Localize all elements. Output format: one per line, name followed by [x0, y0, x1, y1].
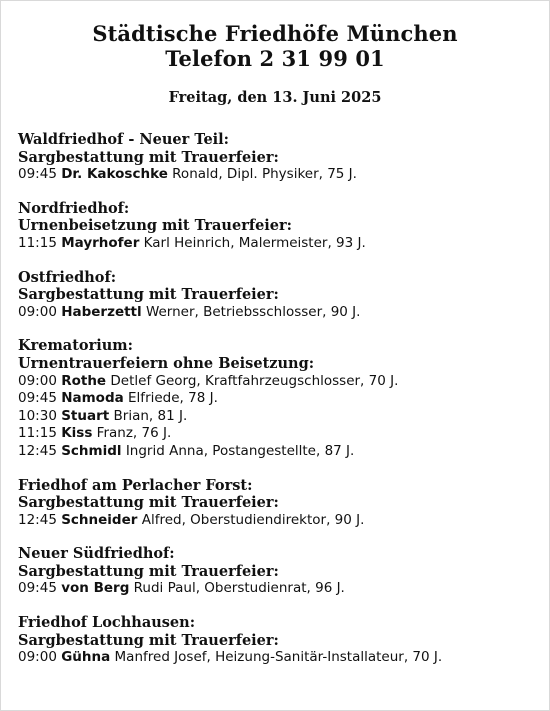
deceased-details: Franz, 76 J.	[96, 425, 172, 442]
cemetery-section	[18, 545, 539, 598]
ceremony-type: Sargbestattung mit Trauerfeier:	[18, 631, 279, 649]
entry-time: 09:00	[18, 303, 57, 320]
cemetery-name: Waldfriedhof - Neuer Teil:	[18, 131, 230, 148]
funeral-entry	[18, 408, 539, 426]
cemetery-section	[18, 614, 539, 667]
entry-time: 09:00	[18, 649, 57, 666]
deceased-surname: Schneider	[61, 511, 138, 528]
funeral-entry	[18, 425, 539, 443]
ceremony-type: Urnenbeisetzung mit Trauerfeier:	[18, 217, 293, 235]
cemetery-section	[18, 337, 539, 460]
notice-header	[1, 21, 549, 107]
entry-time: 12:45	[18, 511, 57, 528]
deceased-details: Alfred, Oberstudiendirektor, 90 J.	[141, 511, 365, 528]
funeral-entry	[18, 304, 539, 322]
deceased-details: Ronald, Dipl. Physiker, 75 J.	[172, 166, 357, 183]
ceremony-type: Sargbestattung mit Trauerfeier:	[18, 286, 279, 304]
notice-title: Städtische Friedhöfe München	[92, 21, 458, 46]
notice-date: Freitag, den 13. Juni 2025	[168, 89, 382, 106]
cemetery-name: Neuer Südfriedhof:	[18, 545, 175, 563]
deceased-details: Detlef Georg, Kraftfahrzeugschlosser, 70 J.	[110, 372, 399, 389]
entry-time: 09:45	[18, 166, 57, 183]
cemetery-section	[18, 131, 539, 184]
entry-time: 09:45	[18, 580, 57, 597]
cemetery-name: Friedhof Lochhausen:	[18, 614, 196, 632]
deceased-surname: Haberzettl	[61, 303, 142, 320]
deceased-details: Brian, 81 J.	[113, 407, 188, 424]
cemetery-name: Krematorium:	[18, 337, 133, 355]
funeral-entry	[18, 390, 539, 408]
deceased-details: Rudi Paul, Oberstudienrat, 96 J.	[133, 580, 345, 597]
funeral-entry	[18, 373, 539, 391]
funeral-entry	[18, 443, 539, 461]
entry-time: 12:45	[18, 442, 57, 459]
funeral-entry	[18, 649, 539, 667]
deceased-surname: Schmidl	[61, 442, 122, 459]
deceased-surname: Gühna	[61, 649, 111, 666]
ceremony-type: Sargbestattung mit Trauerfeier:	[18, 562, 279, 580]
entry-time: 11:15	[18, 425, 57, 442]
phone-number: Telefon 2 31 99 01	[165, 46, 385, 71]
funeral-entry	[18, 166, 539, 184]
deceased-details: Werner, Betriebsschlosser, 90 J.	[145, 303, 361, 320]
cemetery-name: Ostfriedhof:	[18, 268, 117, 286]
ceremony-type: Sargbestattung mit Trauerfeier:	[18, 148, 279, 166]
deceased-details: Karl Heinrich, Malermeister, 93 J.	[143, 234, 366, 251]
cemetery-name: Nordfriedhof:	[18, 199, 130, 217]
cemetery-section	[18, 269, 539, 322]
deceased-details: Ingrid Anna, Postangestellte, 87 J.	[125, 442, 355, 459]
deceased-surname: Stuart	[61, 407, 110, 424]
ceremony-type: Urnentrauerfeiern ohne Beisetzung:	[18, 354, 315, 372]
deceased-surname: Namoda	[61, 390, 124, 407]
deceased-details: Manfred Josef, Heizung-Sanitär-Installateur, 70 J.	[114, 649, 443, 666]
entry-time: 09:00	[18, 372, 57, 389]
deceased-surname: Dr. Kakoschke	[61, 166, 168, 183]
deceased-surname: Rothe	[61, 372, 107, 389]
deceased-surname: von Berg	[61, 580, 130, 597]
entry-time: 10:30	[18, 407, 57, 424]
cemetery-name: Friedhof am Perlacher Forst:	[18, 476, 253, 494]
entry-time: 09:45	[18, 390, 57, 407]
funeral-entry	[18, 580, 539, 598]
cemetery-sections	[18, 131, 539, 683]
entry-time: 11:15	[18, 234, 57, 251]
cemetery-section	[18, 477, 539, 530]
cemetery-section	[18, 200, 539, 253]
funeral-entry	[18, 235, 539, 253]
deceased-surname: Kiss	[61, 425, 93, 442]
funeral-entry	[18, 512, 539, 530]
deceased-surname: Mayrhofer	[61, 234, 140, 251]
deceased-details: Elfriede, 78 J.	[128, 390, 218, 407]
ceremony-type: Sargbestattung mit Trauerfeier:	[18, 494, 279, 512]
